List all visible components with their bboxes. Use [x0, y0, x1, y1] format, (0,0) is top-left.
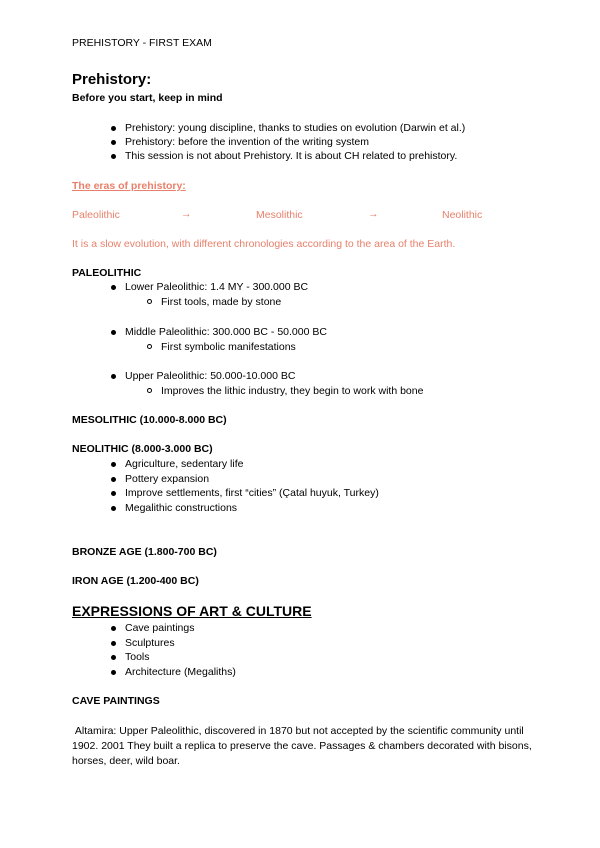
bronze-heading: BRONZE AGE (1.800-700 BC): [72, 546, 217, 558]
prehistory-bullet-3: This session is not about Prehistory. It is about CH related to prehistory.: [125, 150, 458, 162]
paleolithic-middle-sub: First symbolic manifestations: [161, 341, 296, 353]
cave-heading: CAVE PAINTINGS: [72, 695, 160, 707]
era-paleolithic: Paleolithic: [72, 209, 120, 221]
prehistory-bullet-2: Prehistory: before the invention of the writing system: [125, 136, 369, 148]
expressions-heading: EXPRESSIONS OF ART & CULTURE: [72, 603, 312, 619]
era-arrow-1: →: [181, 208, 192, 220]
expressions-bullet-4: Architecture (Megaliths): [125, 666, 236, 678]
paleolithic-heading: PALEOLITHIC: [72, 267, 142, 279]
paleolithic-upper: Upper Paleolithic: 50.000-10.000 BC: [125, 370, 296, 382]
prehistory-subtitle: Before you start, keep in mind: [72, 92, 223, 104]
neolithic-bullet-3: Improve settlements, first “cities” (Çatal huyuk, Turkey): [125, 487, 379, 499]
era-neolithic: Neolithic: [442, 209, 483, 221]
paleolithic-middle: Middle Paleolithic: 300.000 BC - 50.000 BC: [125, 326, 327, 338]
expressions-bullet-1: Cave paintings: [125, 622, 195, 634]
iron-heading: IRON AGE (1.200-400 BC): [72, 575, 199, 587]
eras-heading: The eras of prehistory:: [72, 180, 186, 192]
cave-paragraph: Altamira: Upper Paleolithic, discovered in 1870 but not accepted by the scientific community until 1902. 2001 They built a replica to preserve the cave. Passages & chambers decorated with bisons, horses, deer, wild boar.: [72, 725, 535, 767]
paleolithic-lower: Lower Paleolithic: 1.4 MY - 300.000 BC: [125, 281, 309, 293]
prehistory-bullet-1: Prehistory: young discipline, thanks to studies on evolution (Darwin et al.): [125, 122, 466, 134]
neolithic-bullet-2: Pottery expansion: [125, 473, 210, 485]
page-header: PREHISTORY - FIRST EXAM: [72, 37, 212, 49]
expressions-bullet-3: Tools: [125, 651, 150, 663]
era-arrow-2: →: [368, 208, 379, 220]
paleolithic-upper-sub: Improves the lithic industry, they begin to work with bone: [161, 385, 424, 397]
expressions-bullet-2: Sculptures: [125, 637, 175, 649]
neolithic-bullet-4: Megalithic constructions: [125, 502, 238, 514]
eras-note: It is a slow evolution, with different chronologies according to the area of the Earth.: [72, 238, 456, 250]
neolithic-heading: NEOLITHIC (8.000-3.000 BC): [72, 443, 213, 455]
era-mesolithic: Mesolithic: [256, 209, 303, 221]
prehistory-title: Prehistory:: [72, 71, 152, 88]
neolithic-bullet-1: Agriculture, sedentary life: [125, 458, 244, 470]
paleolithic-lower-sub: First tools, made by stone: [161, 296, 282, 308]
mesolithic-heading: MESOLITHIC (10.000-8.000 BC): [72, 414, 227, 426]
